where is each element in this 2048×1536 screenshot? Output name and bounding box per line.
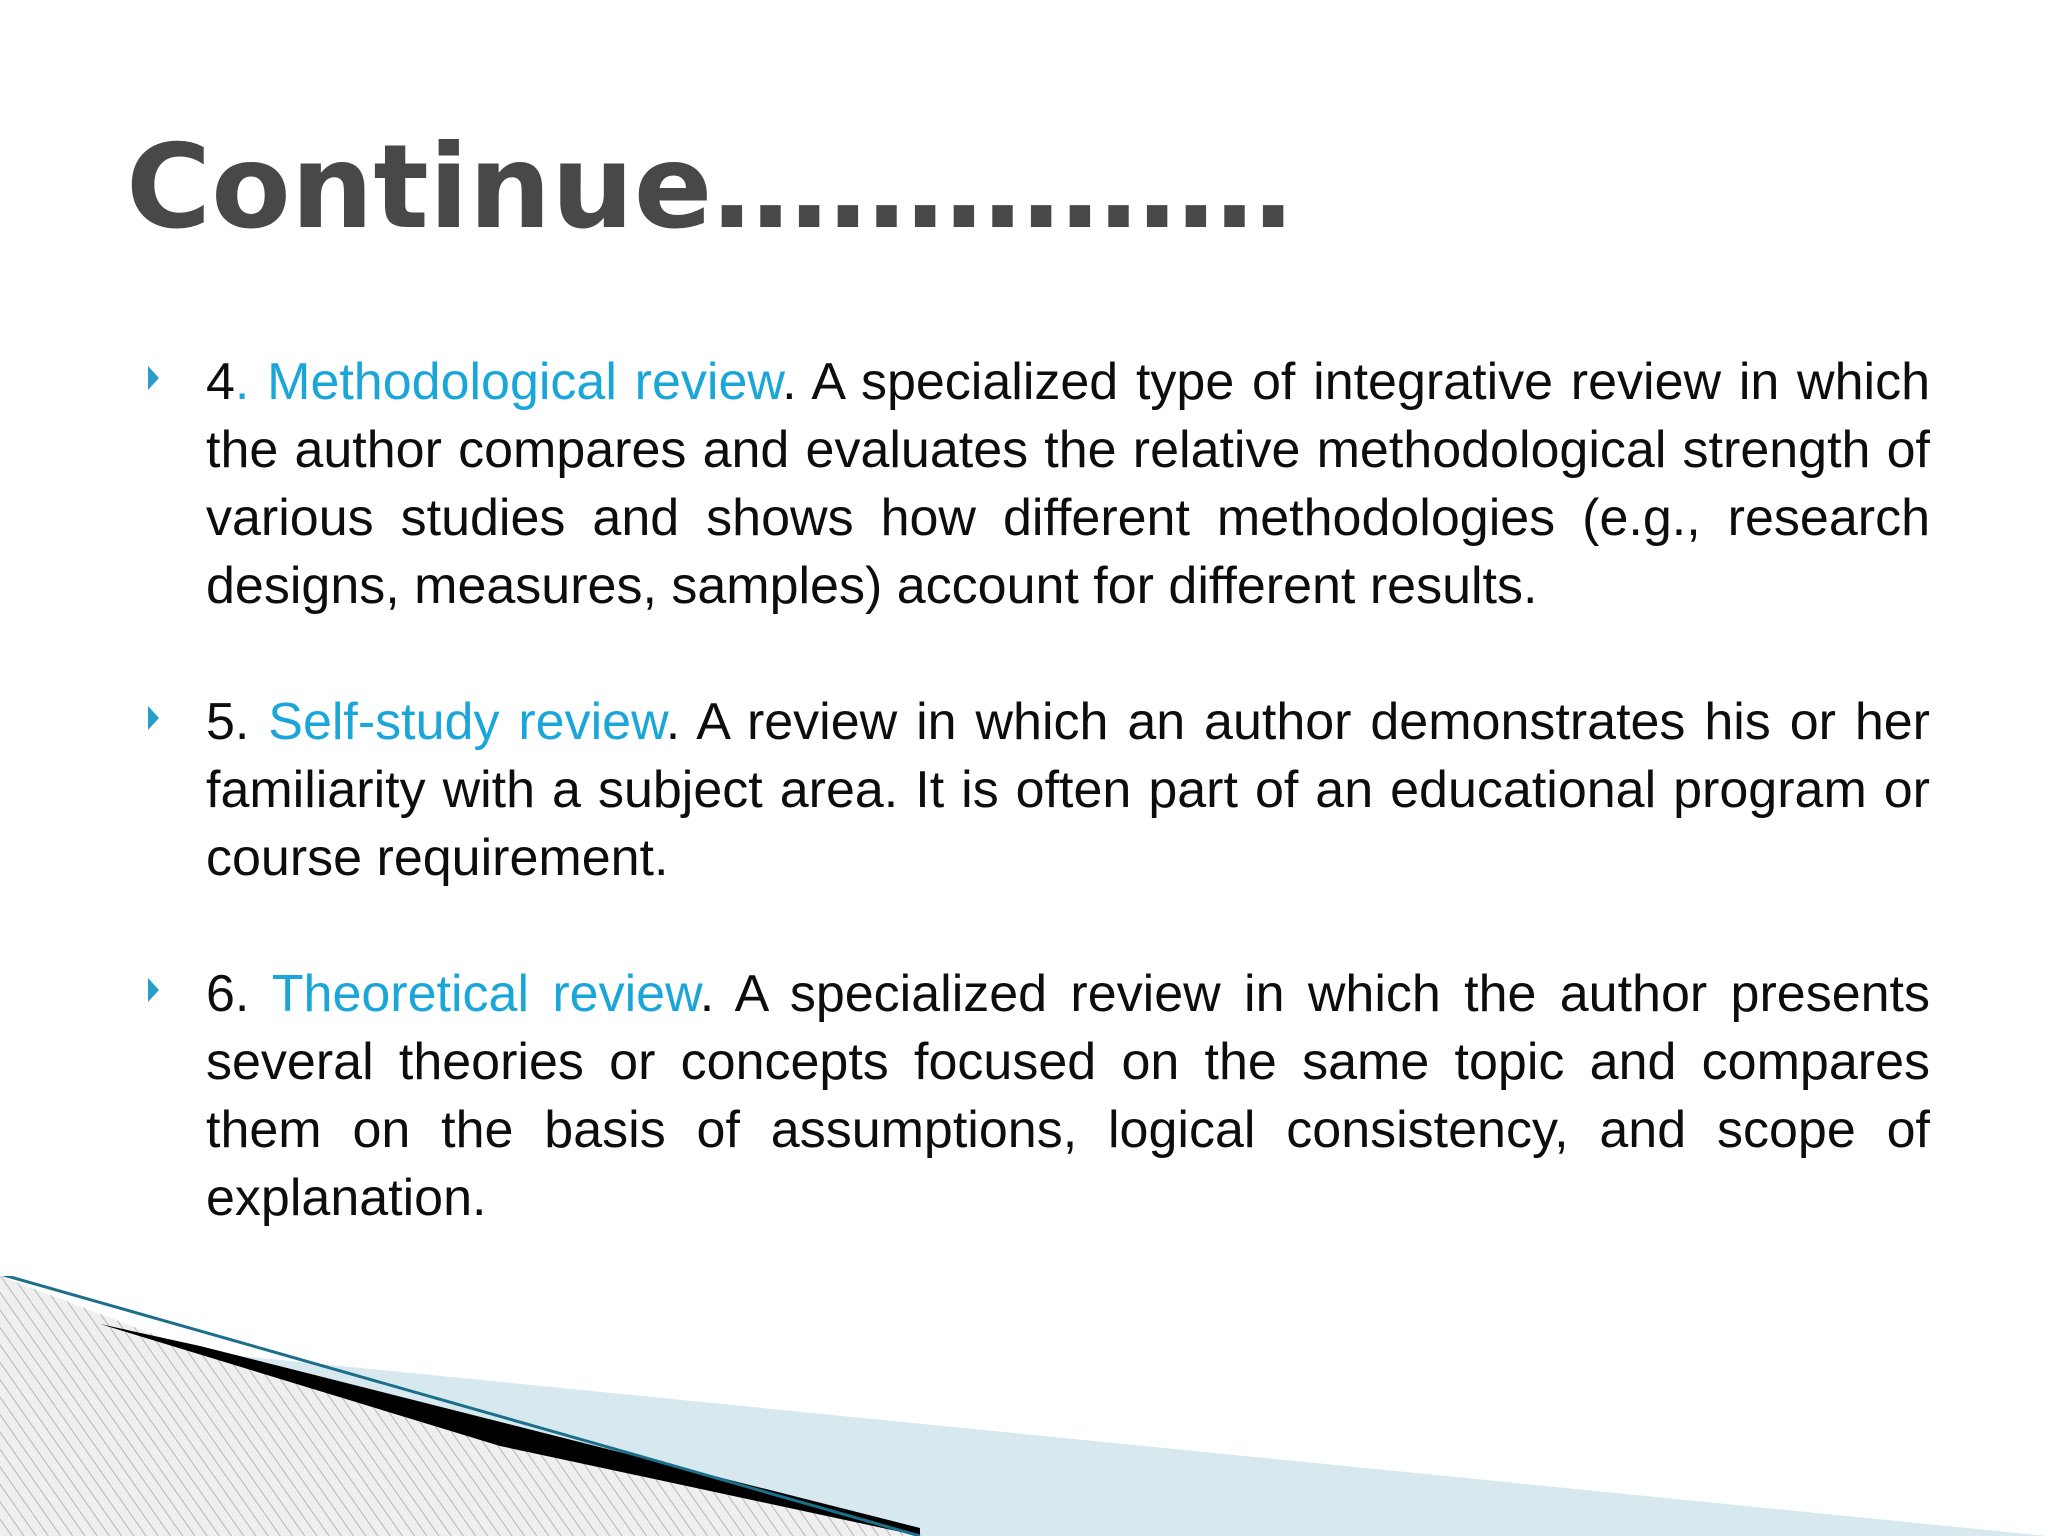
term-highlight: Self-study review bbox=[268, 693, 666, 751]
slide-title: Continue…………… bbox=[126, 120, 1293, 255]
list-item-text bbox=[206, 348, 1930, 620]
term-prefix: . bbox=[234, 353, 268, 411]
item-number: 5. bbox=[206, 693, 269, 751]
term-highlight: Methodological review bbox=[267, 353, 783, 411]
decorative-wedge bbox=[0, 1276, 2048, 1536]
list-item-self-study-review bbox=[146, 688, 1930, 892]
item-number: 4 bbox=[206, 353, 235, 411]
item-number: 6. bbox=[206, 965, 272, 1023]
list-item-text bbox=[206, 960, 1930, 1232]
triangle-bullet-icon bbox=[148, 366, 159, 390]
term-description: . A review in which an author demonstrates his or her familiarity with a subject area. It is often part of an educational program or course requirement. bbox=[206, 693, 1930, 887]
list-item-theoretical-review bbox=[146, 960, 1930, 1232]
bullet-list bbox=[146, 348, 1930, 1300]
term-description: . A specialized type of integrative review in which the author compares and evaluates the relative methodological strength of various studies and shows how different methodologies (e.g., research designs, measures, samples) account for different results. bbox=[206, 353, 1930, 615]
triangle-bullet-icon bbox=[148, 978, 159, 1002]
term-highlight: Theoretical review bbox=[271, 965, 700, 1023]
list-item-text bbox=[206, 688, 1930, 892]
triangle-bullet-icon bbox=[148, 706, 159, 730]
list-item-methodological-review bbox=[146, 348, 1930, 620]
term-description: . A specialized review in which the author presents several theories or concepts focused on the same topic and compares them on the basis of assumptions, logical consistency, and scope of explanation. bbox=[206, 965, 1930, 1227]
